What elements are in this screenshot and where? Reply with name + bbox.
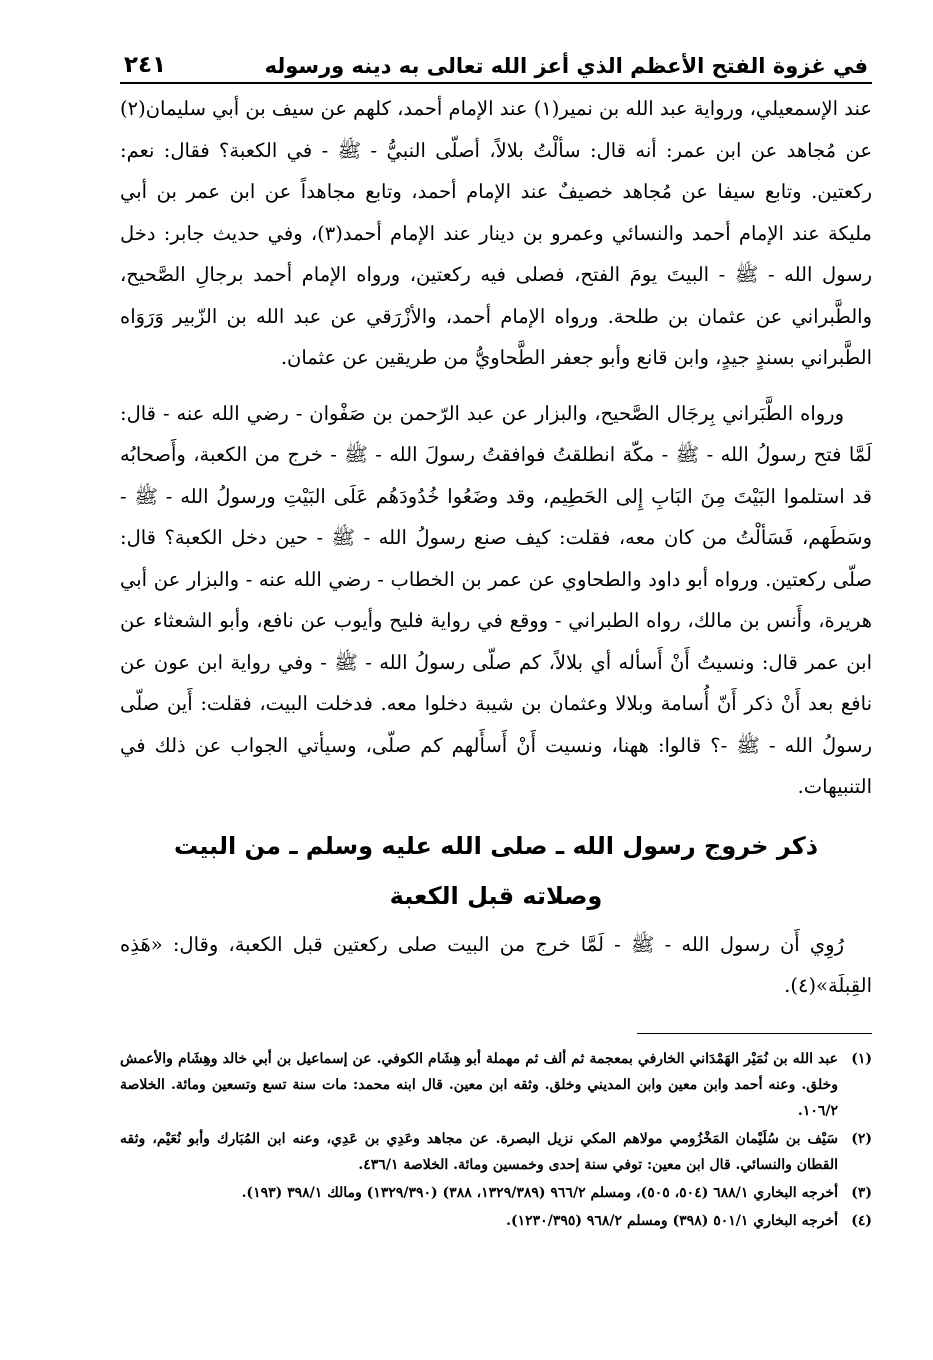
footnote bbox=[120, 1208, 872, 1234]
section-heading-line-2: وصلاته قبل الكعبة bbox=[389, 881, 603, 910]
footnote-number: (٢) bbox=[851, 1130, 872, 1147]
footnotes bbox=[120, 1046, 872, 1234]
footnote-number: (١) bbox=[851, 1050, 872, 1067]
section-text bbox=[120, 924, 872, 1007]
section-heading-line-1: ذكر خروج رسول الله ـ صلى الله عليه وسلم ـ من البيت bbox=[173, 831, 819, 860]
footnote-text: أخرجه البخاري ٥٠١/١ (٣٩٨) ومسلم ٩٦٨/٢ (١٢٣٠/٣٩٥). bbox=[506, 1212, 838, 1229]
footnote-text: سَيْف بن سُلَيْمان المَخْزُومي مولاهم المكي نزيل البصرة. عن مجاهد وعَدِي بن عَدِي، وعنه ابن المُبَارك وأبو نُعَيْم، وثقه القطان والنسائي. قال ابن معين: توفي سنة إحدى وخمسين ومائة. الخلاصة ٤٣٦/١. bbox=[120, 1130, 838, 1173]
footnote-text: أخرجه البخاري ٦٨٨/١ (٥٠٤، ٥٠٥)، ومسلم ٩٦٦/٢ (١٣٢٩/٣٨٩، ٣٨٨) (١٣٢٩/٣٩٠) ومالك ٣٩٨/١ (١٩٣). bbox=[241, 1184, 838, 1201]
footnote bbox=[120, 1046, 872, 1124]
book-page bbox=[120, 38, 872, 1236]
paragraph-2: ورواه الطَّبَراني بِرجَال الصَّحيح، والبزار عن عبد الرّحمن بن صَفْوان - رضي الله عنه - قال: لَمَّا فتح رسولُ الله - ﷺ - مكّة انطلقتُ فوافقتُ رسولَ الله - ﷺ - خرج من الكعبة، وأَصحابُه قد استلموا البَيْتَ مِنَ البَابِ إِلى الحَطِيم، وقد وضَعُوا خُدُودَهُم عَلَى البَيْتِ ورسولُ الله - ﷺ - وسَطَهم، فَسَألْتُ من كان معه، فقلت: كيف صنع رسولُ الله - ﷺ - حين دخل الكعبة؟ قال: صلّى ركعتين. ورواه أبو داود والطحاوي عن عمر بن الخطاب - رضي الله عنه - والبزار عن أبي هريرة، وأَنس بن مالك، رواه الطبراني - ووقع في رواية فليح وأيوب عن نافع، وأبو الشعثاء عن ابن عمر قال: ونسيتُ أَنْ أَسأله أي بلالاً، كم صلّى رسولُ الله - ﷺ - وفي رواية ابن عون عن نافع بعد أَنْ ذكر أَنّ أُسامة وبلالا وعثمان بن شيبة دخلوا معه. فدخلت البيت، فقلت: أَين صلّى رسولُ الله - ﷺ -؟ قالوا: ههنا، ونسيت أَنْ أَسأَلهم كم صلّى، وسيأتي الجواب عن ذلك في التنبيهات. bbox=[120, 401, 872, 798]
running-title: في غزوة الفتح الأعظم الذي أعز الله تعالى به دينه ورسوله bbox=[264, 54, 868, 78]
page-number: ٢٤١ bbox=[124, 52, 167, 78]
section-paragraph: رُوِي أَن رسول الله - ﷺ - لَمَّا خرج من البيت صلى ركعتين قبل الكعبة، وقال: «هَذِه القِبلَة»(٤). bbox=[120, 932, 872, 997]
section-heading bbox=[120, 822, 872, 920]
main-text bbox=[120, 88, 872, 808]
footnote bbox=[120, 1126, 872, 1178]
footnote bbox=[120, 1180, 872, 1206]
footnote-text: عبد الله بن نُمَيْر الهَمْدَاني الخارفي بمعجمة ثم ألف ثم مهملة أبو هِشَام الكوفي. عن إسماعيل بن أبي خالد وهِشَام والأعمش وخلق. وعنه أحمد وابن معين وابن المديني وخلق. وثقه ابن معين. قال ابنه محمد: مات سنة تسع وتسعين ومائة. الخلاصة ١٠٦/٢. bbox=[120, 1050, 838, 1119]
footnote-number: (٣) bbox=[851, 1184, 872, 1201]
footnote-divider bbox=[637, 1033, 872, 1034]
running-header bbox=[120, 38, 872, 84]
paragraph-1: عند الإسمعيلي، ورواية عبد الله بن نمير(١) عند الإمام أحمد، كلهم عن سيف بن أبي سليمان(٢) عن مُجاهد عن ابن عمر: أنه قال: سألْتُ بلالاً، أصلّى النبيُّ - ﷺ - في الكعبة؟ فقال: نعم: ركعتين. وتابع سيفا عن مُجاهد خصيفٌ عند الإمام أحمد، وتابع مجاهداً عن ابن عمر بن أبي مليكة عند الإمام أحمد والنسائي وعمرو بن دينار عند الإمام أحمد(٣)، وفي حديث جابر: دخل رسول الله - ﷺ - البيتَ يومَ الفتح، فصلى فيه ركعتين، ورواه الإمام أحمد برجالِ الصَّحيح، والطَّبراني عن عثمان بن طلحة. ورواه الإمام أحمد، والأزْرَقي عن عبد الله بن الزّبير وَرَوَاه الطَّبراني بسندٍ جيدٍ، وابن قانع وأبو جعفر الطَّحاويُّ من طريقين عن عثمان. bbox=[120, 97, 873, 369]
footnote-number: (٤) bbox=[851, 1212, 872, 1229]
